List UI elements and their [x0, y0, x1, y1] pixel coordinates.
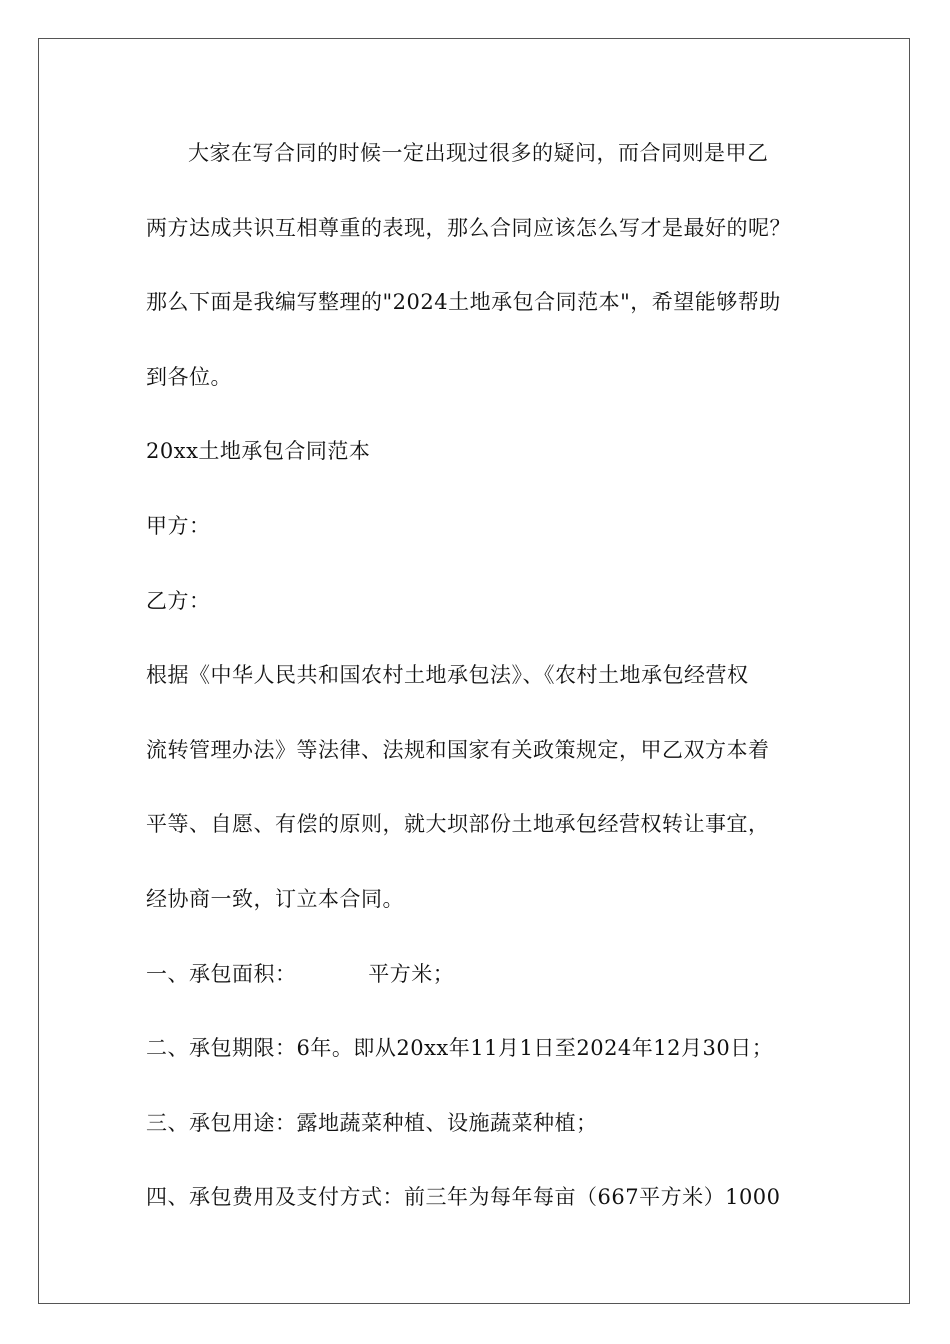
- clause-purpose: 三、承包用途：露地蔬菜种植、设施蔬菜种植；: [146, 1111, 598, 1135]
- preamble-line-2: 流转管理办法》等法律、法规和国家有关政策规定，甲乙双方本着: [146, 738, 770, 762]
- intro-line-3: 那么下面是我编写整理的"2024土地承包合同范本"，希望能够帮助: [146, 290, 781, 314]
- intro-line-1: 大家在写合同的时候一定出现过很多的疑问，而合同则是甲乙: [188, 141, 769, 165]
- preamble-line-1: 根据《中华人民共和国农村土地承包法》、《农村土地承包经营权: [146, 663, 749, 687]
- clause-fees: 四、承包费用及支付方式：前三年为每年每亩（667平方米）1000: [146, 1185, 781, 1209]
- document-title: 20xx土地承包合同范本: [146, 439, 371, 463]
- clause-area: 一、承包面积： 平方米；: [146, 962, 455, 986]
- party-a-label: 甲方：: [146, 514, 211, 538]
- preamble-line-4: 经协商一致，订立本合同。: [146, 887, 404, 911]
- clause-term: 二、承包期限：6年。即从20xx年11月1日至2024年12月30日；: [146, 1036, 774, 1060]
- intro-line-4: 到各位。: [146, 365, 232, 389]
- preamble-line-3: 平等、自愿、有偿的原则，就大坝部份土地承包经营权转让事宜，: [146, 812, 770, 836]
- intro-line-2: 两方达成共识互相尊重的表现，那么合同应该怎么写才是最好的呢？: [146, 216, 791, 240]
- party-b-label: 乙方：: [146, 589, 211, 613]
